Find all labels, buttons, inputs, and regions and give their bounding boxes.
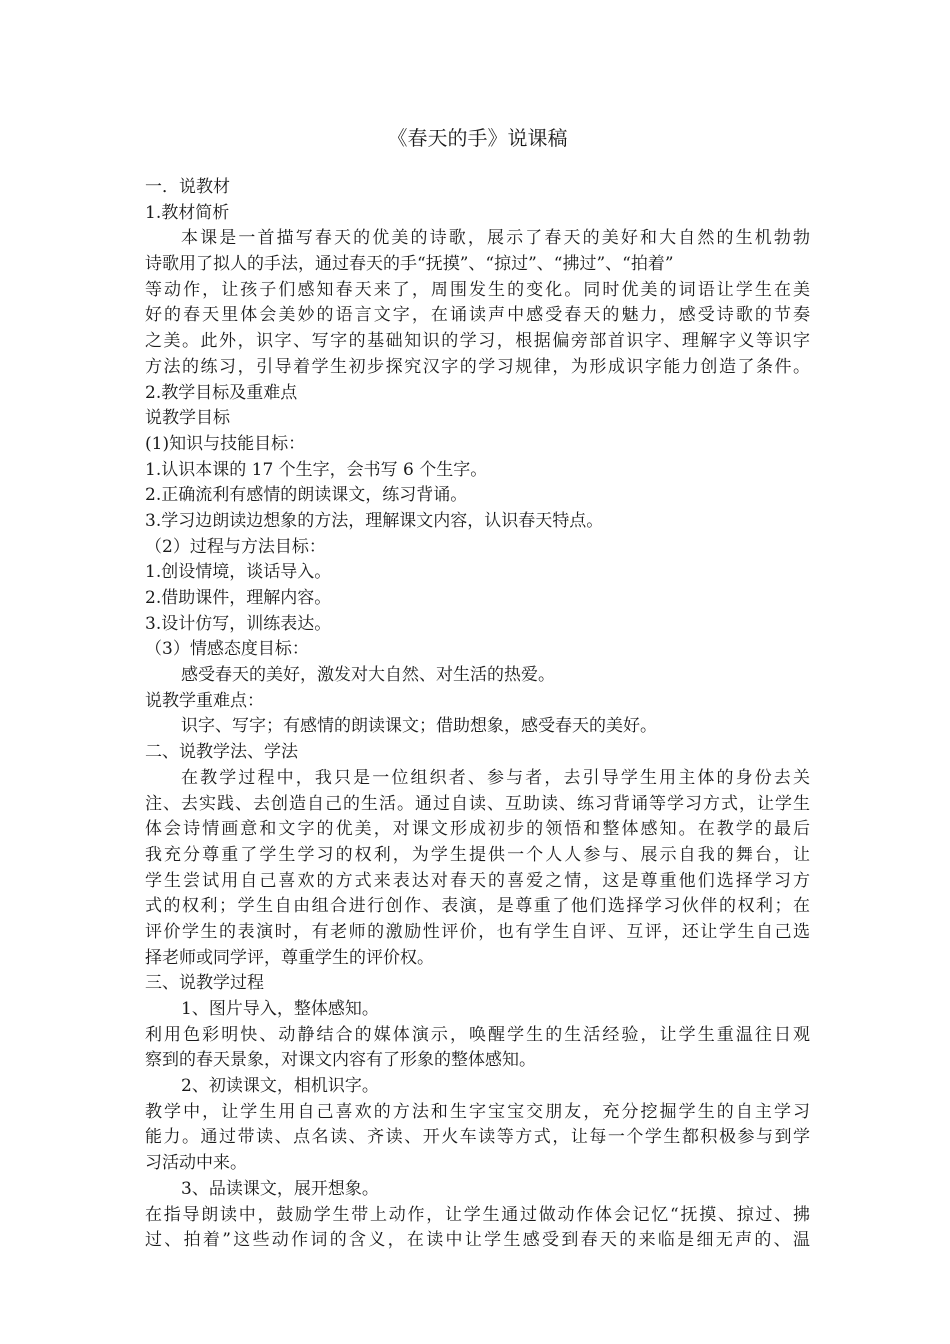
text-line: 三、说教学过程 xyxy=(145,973,264,994)
text-line: 利用色彩明快、动静结合的媒体演示，唤醒学生的生活经验，让学生重温往日观 xyxy=(145,1024,810,1045)
text-line: 3.学习边朗读边想象的方法，理解课文内容，认识春天特点。 xyxy=(145,510,604,531)
text-line: 学生尝试用自己喜欢的方式来表达对春天的喜爱之情，这是尊重他们选择学习方 xyxy=(145,870,810,891)
text-line: 习活动中来。 xyxy=(145,1153,247,1174)
text-line: 2.正确流利有感情的朗读课文，练习背诵。 xyxy=(145,485,468,506)
text-line: 诗歌用了拟人的手法，通过春天的手“抚摸”、“掠过”、“拂过”、“拍着” xyxy=(145,254,674,275)
document-title: 《春天的手》说课稿 xyxy=(387,126,568,150)
text-line: 能力。通过带读、点名读、齐读、开火车读等方式，让每一个学生都积极参与到学 xyxy=(145,1127,810,1148)
text-line: 好的春天里体会美妙的语言文字，在诵读声中感受春天的魅力，感受诗歌的节奏 xyxy=(145,305,810,326)
text-line: 1、图片导入，整体感知。 xyxy=(181,999,379,1019)
text-line: （2）过程与方法目标： xyxy=(145,536,326,557)
text-line: 3.设计仿写，训练表达。 xyxy=(145,613,332,634)
text-line: 注、去实践、去创造自己的生活。通过自读、互助读、练习背诵等学习方式，让学生 xyxy=(145,793,810,814)
text-line: 1.认识本课的 17 个生字，会书写 6 个生字。 xyxy=(145,459,488,480)
text-line: 2、初读课文，相机识字。 xyxy=(181,1076,379,1097)
text-line: (1)知识与技能目标： xyxy=(145,433,306,454)
text-line: 1.创设情境，谈话导入。 xyxy=(145,562,332,583)
text-line: 之美。此外，识字、写字的基础知识的学习，根据偏旁部首识字、理解字义等识字 xyxy=(145,331,810,352)
text-line: 1.教材简析 xyxy=(145,202,230,223)
text-line: 识字、写字；有感情的朗读课文；借助想象，感受春天的美好。 xyxy=(181,716,657,737)
text-line: 等动作，让孩子们感知春天来了，周围发生的变化。同时优美的词语让学生在美 xyxy=(145,279,810,300)
text-line: 方法的练习，引导着学生初步探究汉字的学习规律，为形成识字能力创造了条件。 xyxy=(145,356,810,377)
text-line: 过、拍着”这些动作词的含义，在读中让学生感受到春天的来临是细无声的、温 xyxy=(145,1230,810,1251)
text-line: 评价学生的表演时，有老师的激励性评价，也有学生自评、互评，还让学生自己选 xyxy=(145,921,810,942)
text-line: 2.教学目标及重难点 xyxy=(145,382,298,403)
document-body xyxy=(145,175,810,1254)
text-line: 说教学目标 xyxy=(145,408,230,429)
text-line: 择老师或同学评，尊重学生的评价权。 xyxy=(145,947,434,968)
text-line: 本课是一首描写春天的优美的诗歌，展示了春天的美好和大自然的生机勃勃 xyxy=(181,228,810,249)
text-line: 二、说教学法、学法 xyxy=(145,742,298,763)
text-line: 式的权利；学生自由组合进行创作、表演，是尊重了他们选择学习伙伴的权利；在 xyxy=(145,896,810,917)
text-line: 2.借助课件，理解内容。 xyxy=(145,588,332,608)
text-line: （3）情感态度目标： xyxy=(145,639,309,660)
text-line: 在指导朗读中，鼓励学生带上动作，让学生通过做动作体会记忆“抚摸、掠过、拂 xyxy=(145,1204,810,1225)
text-line: 一．说教材 xyxy=(145,177,230,197)
text-line: 教学中，让学生用自己喜欢的方法和生字宝宝交朋友，充分挖掘学生的自主学习 xyxy=(145,1101,810,1122)
text-line: 察到的春天景象，对课文内容有了形象的整体感知。 xyxy=(145,1050,536,1071)
document-page xyxy=(145,124,810,1254)
text-line: 说教学重难点： xyxy=(145,690,264,711)
text-line: 体会诗情画意和文字的优美，对课文形成初步的领悟和整体感知。在教学的最后 xyxy=(145,819,810,840)
text-line: 3、品读课文，展开想象。 xyxy=(181,1178,379,1199)
text-line: 我充分尊重了学生学习的权利，为学生提供一个人人参与、展示自我的舞台，让 xyxy=(145,844,810,865)
text-line: 感受春天的美好，激发对大自然、对生活的热爱。 xyxy=(181,665,555,686)
text-line: 在教学过程中，我只是一位组织者、参与者，去引导学生用主体的身份去关 xyxy=(181,767,810,788)
